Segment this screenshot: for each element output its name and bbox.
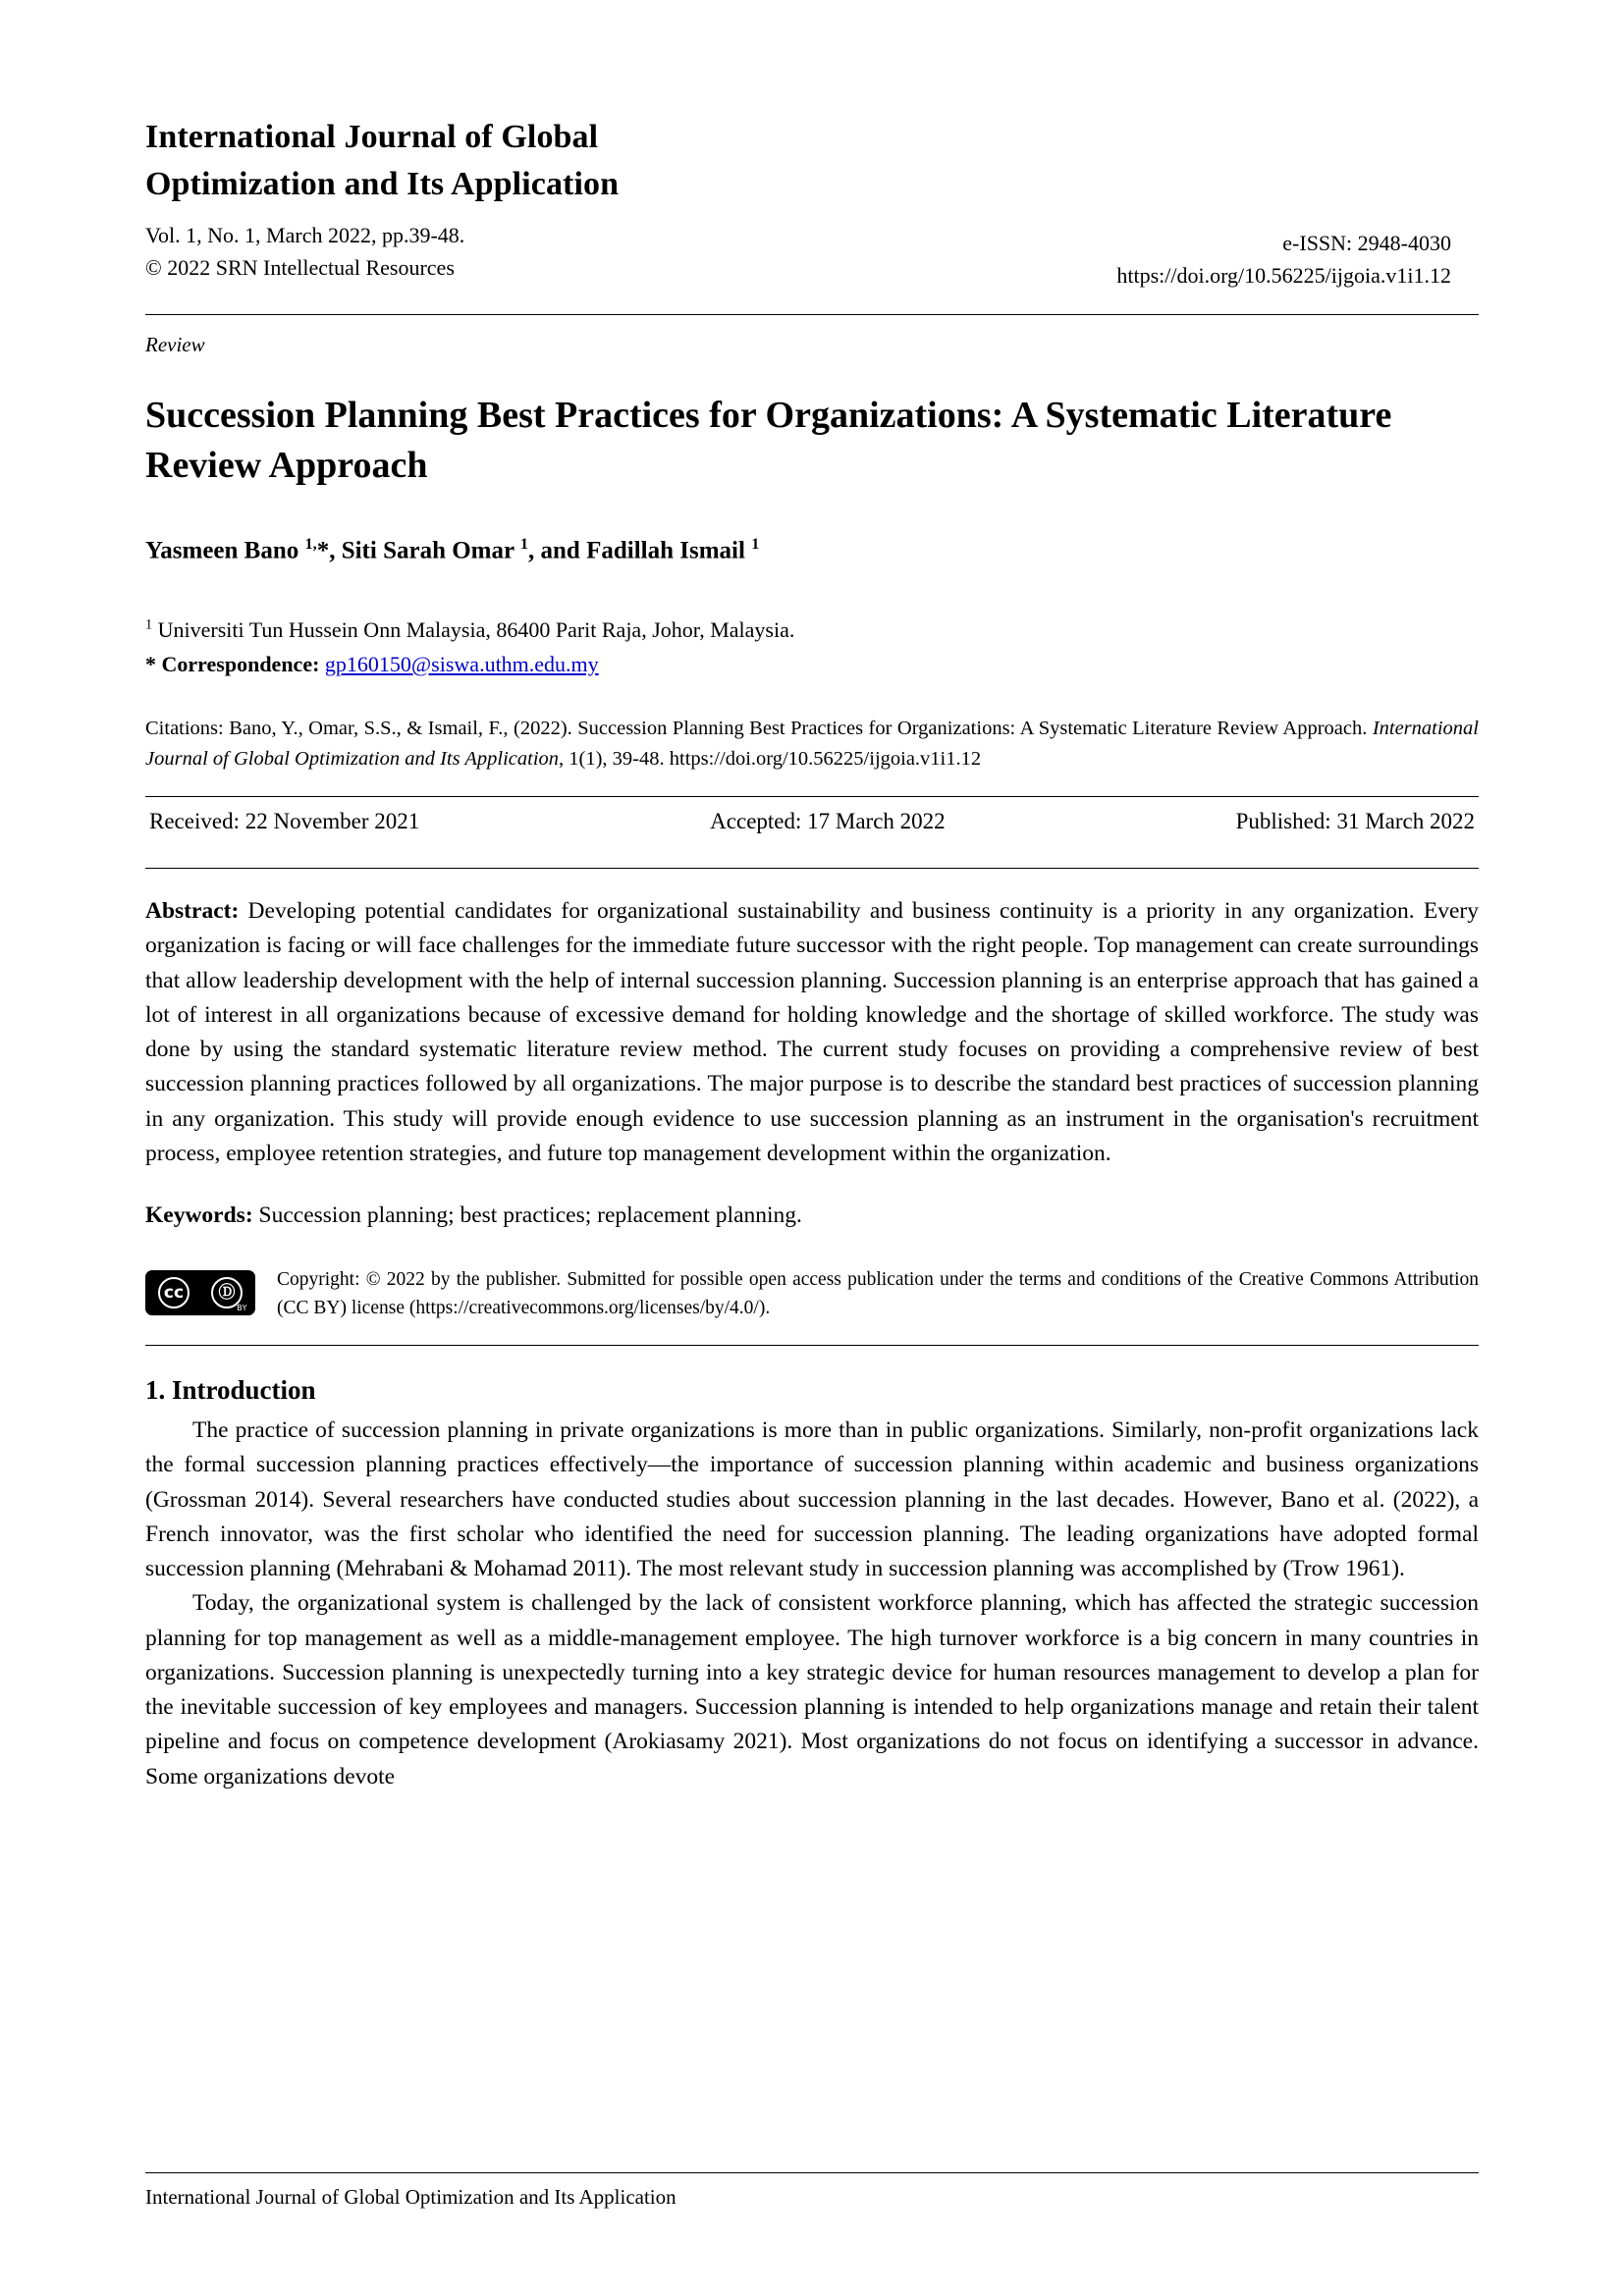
author-list: Yasmeen Bano $^{1,}$*, Siti Sarah Omar $^1$, and Fadillah Ismail $^1$ [145,534,760,563]
journal-title-line1: International Journal of Global [145,119,599,155]
cc-left-glyph: cc [147,1272,200,1313]
eissn: e-ISSN: 2948-4030 [1282,231,1451,256]
article-dates [145,797,1479,846]
creative-commons-icon [145,1270,255,1315]
journal-title-line2: Optimization and Its Application [145,165,620,202]
journal-identifiers [1116,219,1479,293]
doi-url[interactable]: https://doi.org/10.56225/ijgoia.v1i1.12 [1116,263,1451,289]
correspondence [145,648,1479,680]
abstract-text: Developing potential candidates for organizational sustainability and business continuity is a priority in any organization. Every organization is facing or will face challenges for the immediate future successor with the right people. Top management can create surroundings that allow leadership development with the help of internal succession planning. Succession planning is an enterprise approach that has gained a lot of interest in all organizations because of excessive demand for holding knowledge and the shortage of skilled workforce. The study was done by using the standard systematic literature review method. The current study focuses on providing a comprehensive review of best succession planning practices followed by all organizations. The major purpose is to describe the standard best practices of succession planning in any organization. This study will provide enough evidence to use succession planning as an instrument in the organisation's recruitment process, employee retention strategies, and future top management development within the organization. [145,898,1479,1166]
cc-by-label: BY [237,1304,247,1313]
citation-block [145,714,1479,774]
citation-suffix: , 1(1), 39-48. https://doi.org/10.56225/ijgoia.v1i1.12 [559,747,982,770]
page-footer [145,2151,1479,2210]
journal-masthead [145,116,1479,293]
date-received: Received: 22 November 2021 [149,809,420,834]
citation-prefix: Citations: Bano, Y., Omar, S.S., & Ismail, F., (2022). Succession Planning Best Practices for Organizations: A Systematic Literature Review Approach. [145,717,1373,739]
abstract [145,894,1479,1171]
footer-text: International Journal of Global Optimization and Its Application [145,2185,677,2209]
affiliation-marker: 1 [145,616,153,633]
copyright-block [145,1266,1479,1323]
keywords-label: Keywords: [145,1202,253,1229]
article-type: Review [145,332,205,356]
masthead-divider [145,314,1479,315]
correspondence-email[interactable]: gp160150@siswa.uthm.edu.my [324,651,599,676]
citation-journal: International Journal of Global Optimization and Its Application [145,717,1479,770]
body-divider [145,1345,1479,1346]
paragraph: The practice of succession planning in private organizations is more than in public organizations. Similarly, non-profit organizations lack the formal succession planning practices effectively—the importance of succession planning within academic and business organizations (Grossman 2014). Several researchers have conducted studies about succession planning in the last decades. However, Bano et al. (2022), a French innovator, was the first scholar who identified the need for succession planning. The leading organizations have adopted formal succession planning (Mehrabani & Mohamad 2011). The most relevant study in succession planning was accomplished by (Trow 1961). [145,1417,1479,1582]
keywords-text: Succession planning; best practices; replacement planning. [252,1202,802,1229]
date-accepted: Accepted: 17 March 2022 [710,809,946,834]
correspondence-label: * Correspondence: [145,651,320,676]
dates-divider-bottom [145,868,1479,869]
volume-line: Vol. 1, No. 1, March 2022, pp.39-48. [145,223,465,248]
publisher-line: © 2022 SRN Intellectual Resources [145,255,455,281]
affiliation [145,614,1479,646]
journal-issue-info [145,219,464,285]
copyright-text: Copyright: © 2022 by the publisher. Submitted for possible open access publication under the terms and conditions of the Creative Commons Attribution (CC BY) license (https://creativecommons.org/licenses/by/4.0/). [277,1269,1479,1319]
section-heading-introduction: 1. Introduction [145,1375,316,1406]
date-published: Published: 31 March 2022 [1235,809,1475,834]
cc-right-glyph: Ⓓ [200,1272,253,1313]
page-title: Succession Planning Best Practices for Organizations: A Systematic Literature Review Approach [145,394,1392,487]
affiliation-text: Universiti Tun Hussein Onn Malaysia, 86400 Parit Raja, Johor, Malaysia. [157,616,795,642]
paragraph: Today, the organizational system is challenged by the lack of consistent workforce planning, which has affected the strategic succession planning for top management as well as a middle-management employee. The high turnover workforce is a big concern in many countries in organizations. Succession planning is unexpectedly turning into a key strategic device for human resources management to develop a plan for the inevitable succession of key employees and managers. Succession planning is intended to help organizations manage and retain their talent pipeline and focus on competence development (Arokiasamy 2021). Most organizations do not focus on identifying a successor in advance. Some organizations devote [145,1590,1479,1789]
keywords [145,1199,1479,1233]
abstract-label: Abstract: [145,898,240,925]
